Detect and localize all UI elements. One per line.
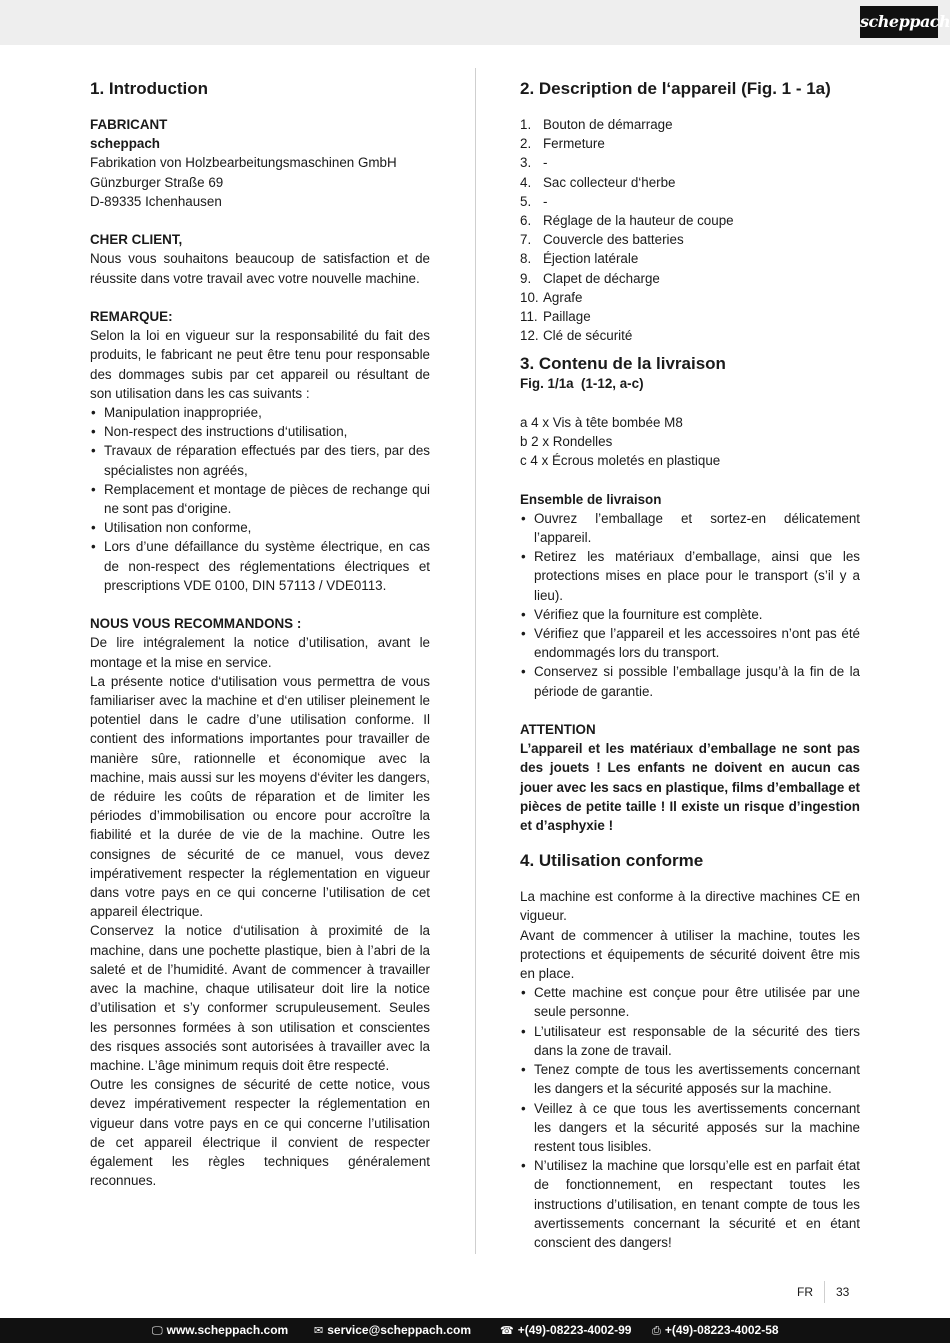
list-item: • Veillez à ce que tous les avertissements concernant les dangers et la sécurité apposés sur la machine restent tous lisibles.: [520, 1099, 860, 1157]
intro-title: 1. Introduction: [90, 79, 209, 98]
list-item: • Utilisation non conforme,: [90, 518, 430, 537]
part-item: 9. Clapet de décharge: [520, 270, 660, 286]
manufacturer-line: Günzburger Straße 69: [90, 174, 224, 190]
mail-icon: ✉: [314, 1325, 324, 1337]
fax-contact: ⎙ +(49)-08223-4002-58: [652, 1323, 779, 1337]
brand-logo: scheppach: [860, 6, 938, 38]
usage-paragraph: La machine est conforme à la directive machines CE en vigueur.: [520, 889, 860, 924]
remark-text: Selon la loi en vigueur sur la responsabilité du fait des produits, le fabricant ne peut être tenu pour responsable des dommages subis par cet appareil ou résultant de son utilisation dans les cas suivants :: [90, 328, 430, 401]
language-code: FR: [797, 1285, 813, 1299]
dear-text: Nous vous souhaitons beaucoup de satisfaction et de réussite dans votre travail avec votre nouvelle machine.: [90, 251, 430, 286]
part-item: 11. Paillage: [520, 309, 591, 325]
delivery-item: c 4 x Écrous moletés en plastique: [520, 453, 721, 469]
set-list: [520, 509, 860, 701]
usage-title: 4. Utilisation conforme: [520, 851, 704, 871]
part-item: 8. Éjection latérale: [520, 251, 639, 267]
column-divider: [475, 68, 476, 1254]
list-item: • Cette machine est conçue pour être utilisée par une seule personne.: [520, 983, 860, 1021]
manufacturer-line: Fabrikation von Holzbearbeitungsmaschinen GmbH: [90, 155, 397, 171]
attention-text: L’appareil et les matériaux d’emballage ne sont pas des jouets ! Les enfants ne doivent en aucun cas jouer avec les sacs en plastique, films d’emballage et pièces de petite taille ! Il existe un risque d’ingestion et d’asphyxie !: [520, 741, 860, 834]
part-item: 2. Fermeture: [520, 136, 605, 152]
recommend-heading: NOUS VOUS RECOMMANDONS :: [90, 616, 302, 632]
header-bar: [0, 0, 950, 45]
part-item: 1. Bouton de démarrage: [520, 117, 673, 132]
list-item: • Conservez si possible l’emballage jusqu’à la fin de la période de garantie.: [520, 662, 860, 700]
list-item: • Travaux de réparation effectués par des tiers, par des spécialistes non agréés,: [90, 441, 430, 479]
delivery-item: b 2 x Rondelles: [520, 434, 613, 450]
page-number: 33: [836, 1285, 850, 1299]
manufacturer-heading: FABRICANT: [90, 117, 168, 132]
list-item: • Retirez les matériaux d’emballage, ainsi que les protections mises en place pour le transport (s’il y a lieu).: [520, 547, 860, 605]
contact-bar: [0, 1318, 950, 1343]
set-heading: Ensemble de livraison: [520, 491, 662, 507]
part-item: 10. Agrafe: [520, 289, 583, 305]
phone-icon: ☎: [500, 1325, 514, 1337]
page-footer: [797, 1284, 850, 1300]
list-item: • Non-respect des instructions d‘utilisation,: [90, 422, 430, 441]
delivery-title: 3. Contenu de la livraison: [520, 354, 726, 374]
part-item: 5. -: [520, 193, 548, 209]
recommend-paragraph: La présente notice d‘utilisation vous permettra de vous familiariser avec la machine et d‘en utiliser pleinement le potentiel dans le cadre d’une utilisation conforme. Il contient des informations importantes pour travailler de manière sûre, rationnelle et économique avec la machine, mais aussi sur les moyens d‘éviter les dangers, de réduire les coûts de réparation et de limiter les périodes d’immobilisation ou encore pour accroître la fiabilité et la durée de vie de la machine. Outre les consignes de sécurité de ce manuel, vous devez impérativement respecter la réglementation en vigueur dans votre pays en ce qui concerne l’utilisation de cet appareil électrique.: [90, 673, 430, 920]
list-item: • Manipulation inappropriée,: [90, 403, 430, 422]
description-title: 2. Description de l‘appareil (Fig. 1 - 1a): [520, 79, 831, 98]
fax-icon: ⎙: [652, 1325, 661, 1337]
parts-list: [520, 115, 860, 345]
website-contact[interactable]: 🖵 www.scheppach.com: [152, 1323, 289, 1337]
recommend-paragraph: Conservez la notice d‘utilisation à proximité de la machine, dans une pochette plastique, bien à l’abri de la saleté et de l’humidité. Avant de commencer à travailler avec la machine, chaque utilisateur doit lire la notice d’utilisation et s’y conformer scrupuleusement. Seules les personnes formées à son utilisation et conscientes des risques associés sont autorisées à travailler avec la machine. L’âge minimum requis doit être respecté.: [90, 923, 430, 1073]
list-item: • Vérifiez que la fourniture est complète.: [520, 605, 860, 624]
part-item: 4. Sac collecteur d‘herbe: [520, 174, 676, 190]
usage-paragraph: Avant de commencer à utiliser la machine, toutes les protections et équipements de sécurité doivent être mis en place.: [520, 927, 860, 982]
list-item: • Ouvrez l’emballage et sortez-en délicatement l’appareil.: [520, 509, 860, 547]
right-column: [520, 72, 860, 1252]
left-column: [90, 72, 430, 1190]
computer-icon: 🖵: [152, 1325, 163, 1337]
manufacturer-name: scheppach: [90, 136, 160, 152]
delivery-fig: Fig. 1/1a (1-12, a-c): [520, 376, 644, 392]
part-item: 12. Clé de sécurité: [520, 328, 633, 344]
list-item: • Remplacement et montage de pièces de rechange qui ne sont pas d‘origine.: [90, 480, 430, 518]
recommend-paragraph: De lire intégralement la notice d’utilisation, avant le montage et la mise en service.: [90, 635, 430, 670]
list-item: • Tenez compte de tous les avertissements concernant les dangers et la sécurité apposés sur la machine.: [520, 1060, 860, 1098]
delivery-item: a 4 x Vis à tête bombée M8: [520, 414, 683, 430]
list-item: • Lors d’une défaillance du système électrique, en cas de non-respect des réglementations électriques et prescriptions VDE 0100, DIN 57113 / VDE0113.: [90, 537, 430, 595]
manufacturer-line: D-89335 Ichenhausen: [90, 193, 222, 209]
email-contact[interactable]: ✉ service@scheppach.com: [314, 1323, 471, 1337]
list-item: • N’utilisez la machine que lorsqu’elle est en parfait état de fonctionnement, en respectant toutes les instructions d’utilisation, en tenant compte de tous les avertissements concernant la sécurité et en étant conscient des dangers!: [520, 1156, 860, 1252]
usage-list: [520, 983, 860, 1252]
part-item: 3. -: [520, 155, 548, 171]
footer-separator: [824, 1281, 825, 1303]
remark-heading: REMARQUE:: [90, 309, 173, 324]
dear-heading: CHER CLIENT,: [90, 232, 183, 248]
part-item: 6. Réglage de la hauteur de coupe: [520, 213, 734, 229]
phone-contact: ☎ +(49)-08223-4002-99: [500, 1323, 632, 1337]
list-item: • L’utilisateur est responsable de la sécurité des tiers dans la zone de travail.: [520, 1022, 860, 1060]
list-item: • Vérifiez que l’appareil et les accessoires n’ont pas été endommagés lors du transport.: [520, 624, 860, 662]
attention-heading: ATTENTION: [520, 722, 596, 738]
remark-list: [90, 403, 430, 595]
recommend-paragraph: Outre les consignes de sécurité de cette notice, vous devez impérativement respecter la réglementation en vigueur dans votre pays en ce qui concerne l’utilisation de cet appareil électrique il convient de respecter également les règles techniques généralement reconnues.: [90, 1077, 430, 1189]
part-item: 7. Couvercle des batteries: [520, 232, 684, 248]
